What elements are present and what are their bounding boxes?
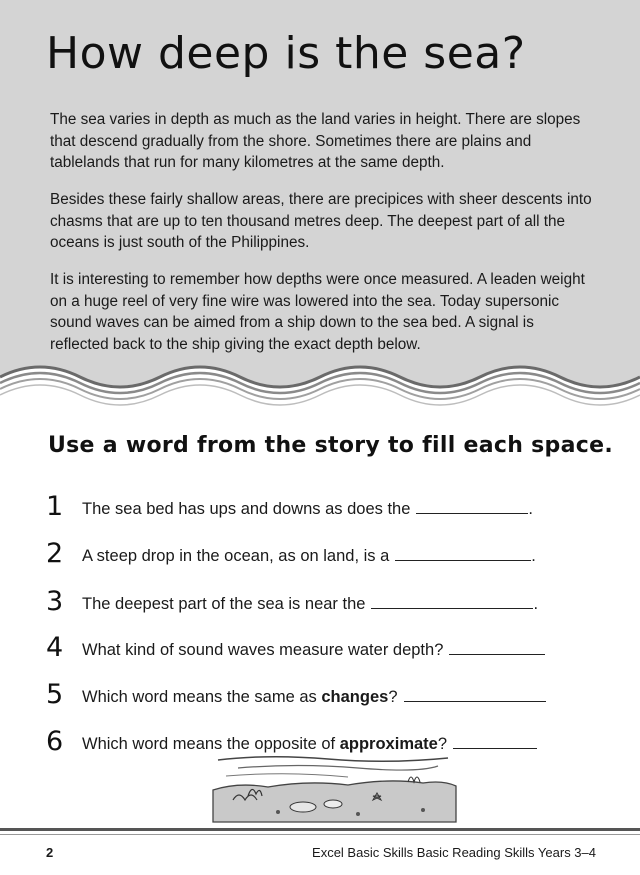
question-number: 1 bbox=[46, 491, 64, 522]
footer-rule-thin bbox=[0, 834, 640, 835]
seabed-illustration bbox=[208, 752, 458, 824]
paragraph-1: The sea varies in depth as much as the land varies in height. There are slopes that descend gradually from the shore. Sometimes there are plains and tablelands that run for many kilometres at the same depth. bbox=[50, 111, 581, 171]
question-number: 3 bbox=[46, 586, 64, 617]
question-end: . bbox=[533, 595, 539, 613]
instruction-heading: Use a word from the story to fill each space. bbox=[48, 433, 613, 458]
question-text: What kind of sound waves measure water depth? bbox=[82, 641, 444, 659]
question-number: 5 bbox=[46, 679, 64, 710]
question-1 bbox=[46, 492, 606, 524]
question-keyword: approximate bbox=[339, 735, 438, 753]
question-text: A steep drop in the ocean, as on land, is a bbox=[82, 547, 390, 565]
question-number: 4 bbox=[46, 632, 64, 663]
question-text: Which word means the same as bbox=[82, 688, 322, 706]
question-end: ? bbox=[437, 735, 448, 753]
answer-blank[interactable] bbox=[371, 594, 533, 609]
answer-blank[interactable] bbox=[453, 734, 537, 749]
paragraph-2: Besides these fairly shallow areas, there are precipices with sheer descents into chasms that are up to ten thousand metres deep. The deepest part of all the oceans is just south of the Philippines. bbox=[50, 191, 592, 251]
question-number: 6 bbox=[46, 726, 64, 757]
wave-border bbox=[0, 355, 640, 415]
question-text: The sea bed has ups and downs as does the bbox=[82, 500, 411, 518]
question-number: 2 bbox=[46, 538, 64, 569]
question-end: . bbox=[528, 500, 533, 518]
question-keyword: changes bbox=[321, 688, 389, 706]
question-5 bbox=[46, 680, 606, 712]
book-title: Excel Basic Skills Basic Reading Skills Years 3–4 bbox=[312, 845, 596, 860]
answer-blank[interactable] bbox=[395, 546, 531, 561]
page-number: 2 bbox=[46, 845, 54, 860]
answer-blank[interactable] bbox=[404, 687, 546, 702]
question-2 bbox=[46, 539, 606, 571]
question-4 bbox=[46, 633, 606, 665]
page-title: How deep is the sea? bbox=[46, 28, 526, 79]
answer-blank[interactable] bbox=[416, 499, 528, 514]
question-3 bbox=[46, 587, 606, 619]
paragraph-3: It is interesting to remember how depths were once measured. A leaden weight on a huge reel of very fine wire was lowered into the sea. Today supersonic sound waves can be aimed from a ship down to the sea bed. A signal is reflected back to the ship giving the exact depth below. bbox=[50, 271, 585, 353]
question-end: . bbox=[531, 547, 536, 565]
question-text: Which word means the opposite of bbox=[82, 735, 340, 753]
question-end: ? bbox=[388, 688, 398, 706]
question-text: The deepest part of the sea is near the bbox=[82, 595, 366, 613]
footer-rule bbox=[0, 828, 640, 831]
answer-blank[interactable] bbox=[449, 640, 545, 655]
